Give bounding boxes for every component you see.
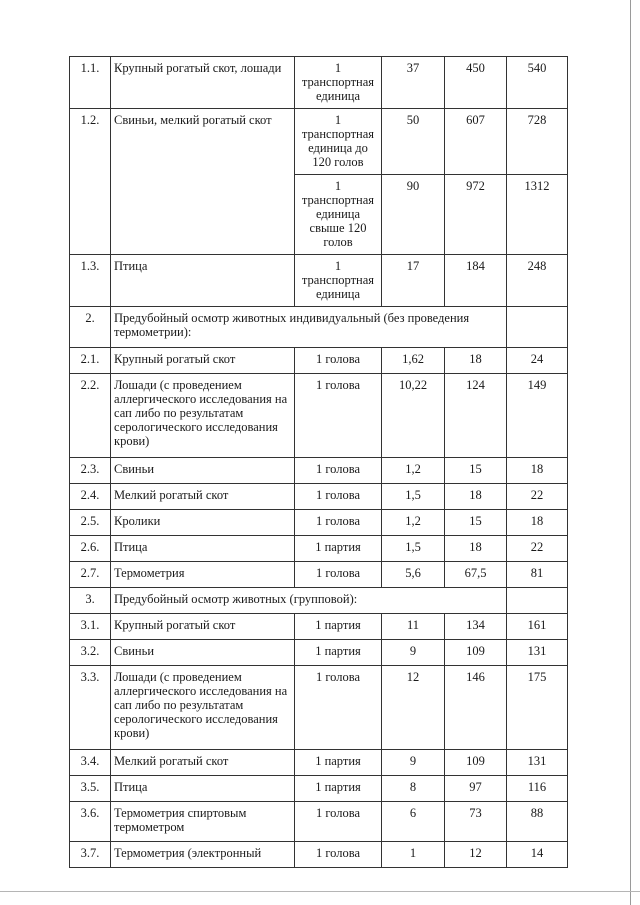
value-1: 12 [382, 666, 445, 750]
value-3: 161 [507, 614, 568, 640]
value-2: 15 [445, 510, 507, 536]
unit-cell: 1 голова [295, 510, 382, 536]
value-3: 116 [507, 776, 568, 802]
value-3: 18 [507, 510, 568, 536]
table-row [70, 536, 568, 562]
value-2: 18 [445, 484, 507, 510]
value-1: 50 [382, 109, 445, 175]
value-2: 972 [445, 175, 507, 255]
service-name: Птица [111, 776, 295, 802]
service-name: Лошади (с проведением аллергического исследования на сап либо по результатам серологического исследования крови) [111, 374, 295, 458]
value-1: 1 [382, 842, 445, 868]
value-3: 24 [507, 348, 568, 374]
value-3: 149 [507, 374, 568, 458]
row-number: 3.6. [70, 802, 111, 842]
page-bottom-edge [0, 891, 640, 892]
service-name: Крупный рогатый скот, лошади [111, 57, 295, 109]
empty-cell [507, 307, 568, 348]
page-right-edge [630, 0, 631, 905]
table-row [70, 109, 568, 175]
table-row [70, 802, 568, 842]
service-name: Птица [111, 536, 295, 562]
service-name: Мелкий рогатый скот [111, 750, 295, 776]
value-3: 81 [507, 562, 568, 588]
row-number: 3.1. [70, 614, 111, 640]
row-number: 3.4. [70, 750, 111, 776]
value-1: 1,5 [382, 536, 445, 562]
value-3: 540 [507, 57, 568, 109]
value-3: 1312 [507, 175, 568, 255]
row-number: 3.5. [70, 776, 111, 802]
row-number: 2.7. [70, 562, 111, 588]
table-row [70, 562, 568, 588]
section-number: 2. [70, 307, 111, 348]
value-2: 124 [445, 374, 507, 458]
row-number: 1.2. [70, 109, 111, 255]
value-3: 18 [507, 458, 568, 484]
value-3: 22 [507, 536, 568, 562]
service-name: Термометрия спиртовым термометром [111, 802, 295, 842]
value-2: 97 [445, 776, 507, 802]
table-row [70, 510, 568, 536]
value-3: 22 [507, 484, 568, 510]
value-1: 1,62 [382, 348, 445, 374]
table-row [70, 484, 568, 510]
value-1: 17 [382, 255, 445, 307]
table-row [70, 348, 568, 374]
value-2: 18 [445, 536, 507, 562]
unit-cell: 1 голова [295, 562, 382, 588]
unit-cell: 1 голова [295, 458, 382, 484]
service-name: Лошади (с проведением аллергического исследования на сап либо по результатам серологического исследования крови) [111, 666, 295, 750]
row-number: 2.1. [70, 348, 111, 374]
section-row [70, 307, 568, 348]
value-1: 9 [382, 640, 445, 666]
table-row [70, 255, 568, 307]
section-title: Предубойный осмотр животных (групповой): [111, 588, 507, 614]
service-name: Термометрия (электронный [111, 842, 295, 868]
service-name: Термометрия [111, 562, 295, 588]
value-2: 73 [445, 802, 507, 842]
value-1: 8 [382, 776, 445, 802]
value-1: 1,2 [382, 510, 445, 536]
unit-cell: 1 партия [295, 614, 382, 640]
value-1: 9 [382, 750, 445, 776]
table-row [70, 776, 568, 802]
value-2: 15 [445, 458, 507, 484]
value-1: 11 [382, 614, 445, 640]
unit-cell: 1 транспортная единица до 120 голов [295, 109, 382, 175]
service-name: Птица [111, 255, 295, 307]
section-row [70, 588, 568, 614]
service-name: Мелкий рогатый скот [111, 484, 295, 510]
row-number: 3.2. [70, 640, 111, 666]
table-row [70, 374, 568, 458]
row-number: 1.1. [70, 57, 111, 109]
value-1: 37 [382, 57, 445, 109]
value-1: 1,5 [382, 484, 445, 510]
row-number: 3.3. [70, 666, 111, 750]
row-number: 2.4. [70, 484, 111, 510]
service-name: Свиньи [111, 458, 295, 484]
value-2: 109 [445, 750, 507, 776]
value-3: 728 [507, 109, 568, 175]
unit-cell: 1 голова [295, 484, 382, 510]
service-name: Свиньи, мелкий рогатый скот [111, 109, 295, 255]
value-3: 175 [507, 666, 568, 750]
value-2: 450 [445, 57, 507, 109]
table-row [70, 614, 568, 640]
row-number: 2.6. [70, 536, 111, 562]
unit-cell: 1 транспортная единица [295, 57, 382, 109]
value-3: 88 [507, 802, 568, 842]
unit-cell: 1 партия [295, 776, 382, 802]
unit-cell: 1 транспортная единица [295, 255, 382, 307]
section-title: Предубойный осмотр животных индивидуальный (без проведения термометрии): [111, 307, 507, 348]
table-row [70, 640, 568, 666]
table-row [70, 458, 568, 484]
value-2: 184 [445, 255, 507, 307]
unit-cell: 1 голова [295, 374, 382, 458]
unit-cell: 1 голова [295, 802, 382, 842]
unit-cell: 1 партия [295, 750, 382, 776]
value-3: 131 [507, 750, 568, 776]
row-number: 1.3. [70, 255, 111, 307]
section-number: 3. [70, 588, 111, 614]
row-number: 3.7. [70, 842, 111, 868]
value-1: 10,22 [382, 374, 445, 458]
table-row [70, 750, 568, 776]
value-1: 1,2 [382, 458, 445, 484]
unit-cell: 1 голова [295, 666, 382, 750]
value-2: 18 [445, 348, 507, 374]
unit-cell: 1 голова [295, 842, 382, 868]
unit-cell: 1 партия [295, 640, 382, 666]
value-1: 6 [382, 802, 445, 842]
value-3: 248 [507, 255, 568, 307]
row-number: 2.3. [70, 458, 111, 484]
table-row [70, 666, 568, 750]
service-name: Кролики [111, 510, 295, 536]
table-row [70, 57, 568, 109]
value-2: 607 [445, 109, 507, 175]
service-name: Крупный рогатый скот [111, 614, 295, 640]
empty-cell [507, 588, 568, 614]
value-2: 67,5 [445, 562, 507, 588]
value-1: 5,6 [382, 562, 445, 588]
value-2: 134 [445, 614, 507, 640]
value-2: 109 [445, 640, 507, 666]
row-number: 2.2. [70, 374, 111, 458]
service-name: Крупный рогатый скот [111, 348, 295, 374]
row-number: 2.5. [70, 510, 111, 536]
service-name: Свиньи [111, 640, 295, 666]
value-2: 12 [445, 842, 507, 868]
unit-cell: 1 транспортная единица свыше 120 голов [295, 175, 382, 255]
value-1: 90 [382, 175, 445, 255]
unit-cell: 1 партия [295, 536, 382, 562]
value-2: 146 [445, 666, 507, 750]
price-table [69, 56, 568, 868]
value-3: 131 [507, 640, 568, 666]
value-3: 14 [507, 842, 568, 868]
unit-cell: 1 голова [295, 348, 382, 374]
table-row [70, 842, 568, 868]
